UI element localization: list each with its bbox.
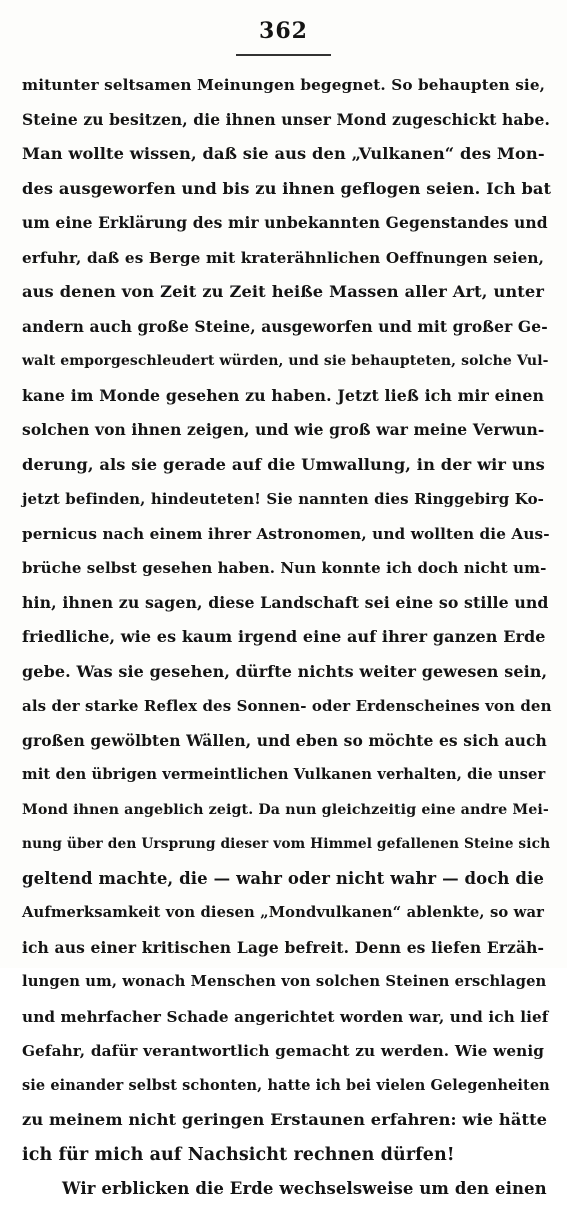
text-line: aus denen von Zeit zu Zeit heiße Massen aller Art, unter: [22, 282, 544, 301]
text-line: brüche selbst gesehen haben. Nun konnte ich doch nicht um-: [22, 559, 547, 577]
text-line: pernicus nach einem ihrer Astronomen, und wollten die Aus-: [22, 524, 550, 543]
text-line: und mehrfacher Schade angerichtet worden war, und ich lief: [22, 1007, 549, 1026]
text-line: geltend machte, die — wahr oder nicht wahr — doch die: [22, 868, 544, 888]
text-line: Aufmerksamkeit von diesen „Mondvulkanen“ ablenkte, so war: [22, 904, 544, 921]
text-line: Mond ihnen angeblich zeigt. Da nun gleichzeitig eine andre Mei-: [22, 801, 549, 818]
text-line: großen gewölbten Wällen, und eben so möchte es sich auch: [22, 730, 547, 750]
text-line: Gefahr, dafür verantwortlich gemacht zu werden. Wie wenig: [22, 1042, 544, 1060]
text-line: jetzt befinden, hindeuteten! Sie nannten dies Ringgebirg Ko-: [22, 490, 544, 508]
text-line: ich aus einer kritischen Lage befreit. Denn es liefen Erzäh-: [22, 937, 544, 957]
header-rule: [236, 54, 331, 56]
text-line: hin, ihnen zu sagen, diese Landschaft sei eine so stille und: [22, 592, 549, 612]
page-number: 362: [259, 18, 308, 44]
text-line: gebe. Was sie gesehen, dürfte nichts weiter gewesen sein,: [22, 661, 548, 681]
text-line: mit den übrigen vermeintlichen Vulkanen verhalten, die unser: [22, 766, 546, 783]
text-line: des ausgeworfen und bis zu ihnen geflogen seien. Ich bat: [22, 178, 552, 198]
text-line: sie einander selbst schonten, hatte ich bei vielen Gelegenheiten: [22, 1076, 550, 1094]
text-line: walt emporgeschleudert würden, und sie behaupteten, solche Vul-: [22, 353, 549, 369]
text-line: solchen von ihnen zeigen, und wie groß war meine Verwun-: [22, 420, 545, 439]
text-line-paragraph-start: Wir erblicken die Erde wechselsweise um den einen: [62, 1179, 547, 1198]
text-line: kane im Monde gesehen zu haben. Jetzt ließ ich mir einen: [22, 385, 544, 405]
text-line: lungen um, wonach Menschen von solchen Steinen erschlagen: [22, 973, 547, 990]
text-line: erfuhr, daß es Berge mit kraterähnlichen Oeffnungen seien,: [22, 248, 544, 267]
text-line: derung, als sie gerade auf die Umwallung, in der wir uns: [22, 454, 545, 474]
text-line: nung über den Ursprung dieser vom Himmel gefallenen Steine sich: [22, 836, 551, 852]
text-line: andern auch große Steine, ausgeworfen und mit großer Ge-: [22, 316, 548, 336]
text-line: mitunter seltsamen Meinungen begegnet. So behaupten sie,: [22, 76, 546, 94]
text-line: Man wollte wissen, daß sie aus den „Vulkanen“ des Mon-: [22, 144, 545, 163]
text-line: zu meinem nicht geringen Erstaunen erfahren: wie hätte: [22, 1110, 548, 1129]
text-line: friedliche, wie es kaum irgend eine auf ihrer ganzen Erde: [22, 627, 546, 646]
text-line: um eine Erklärung des mir unbekannten Gegenstandes und: [22, 213, 548, 232]
text-line: Steine zu besitzen, die ihnen unser Mond zugeschickt habe.: [22, 109, 550, 129]
text-line-paragraph-end: ich für mich auf Nachsicht rechnen dürfen!: [22, 1144, 455, 1165]
text-line: als der starke Reflex des Sonnen- oder Erdenscheines von den: [22, 697, 552, 715]
body-text: [22, 68, 552, 1207]
